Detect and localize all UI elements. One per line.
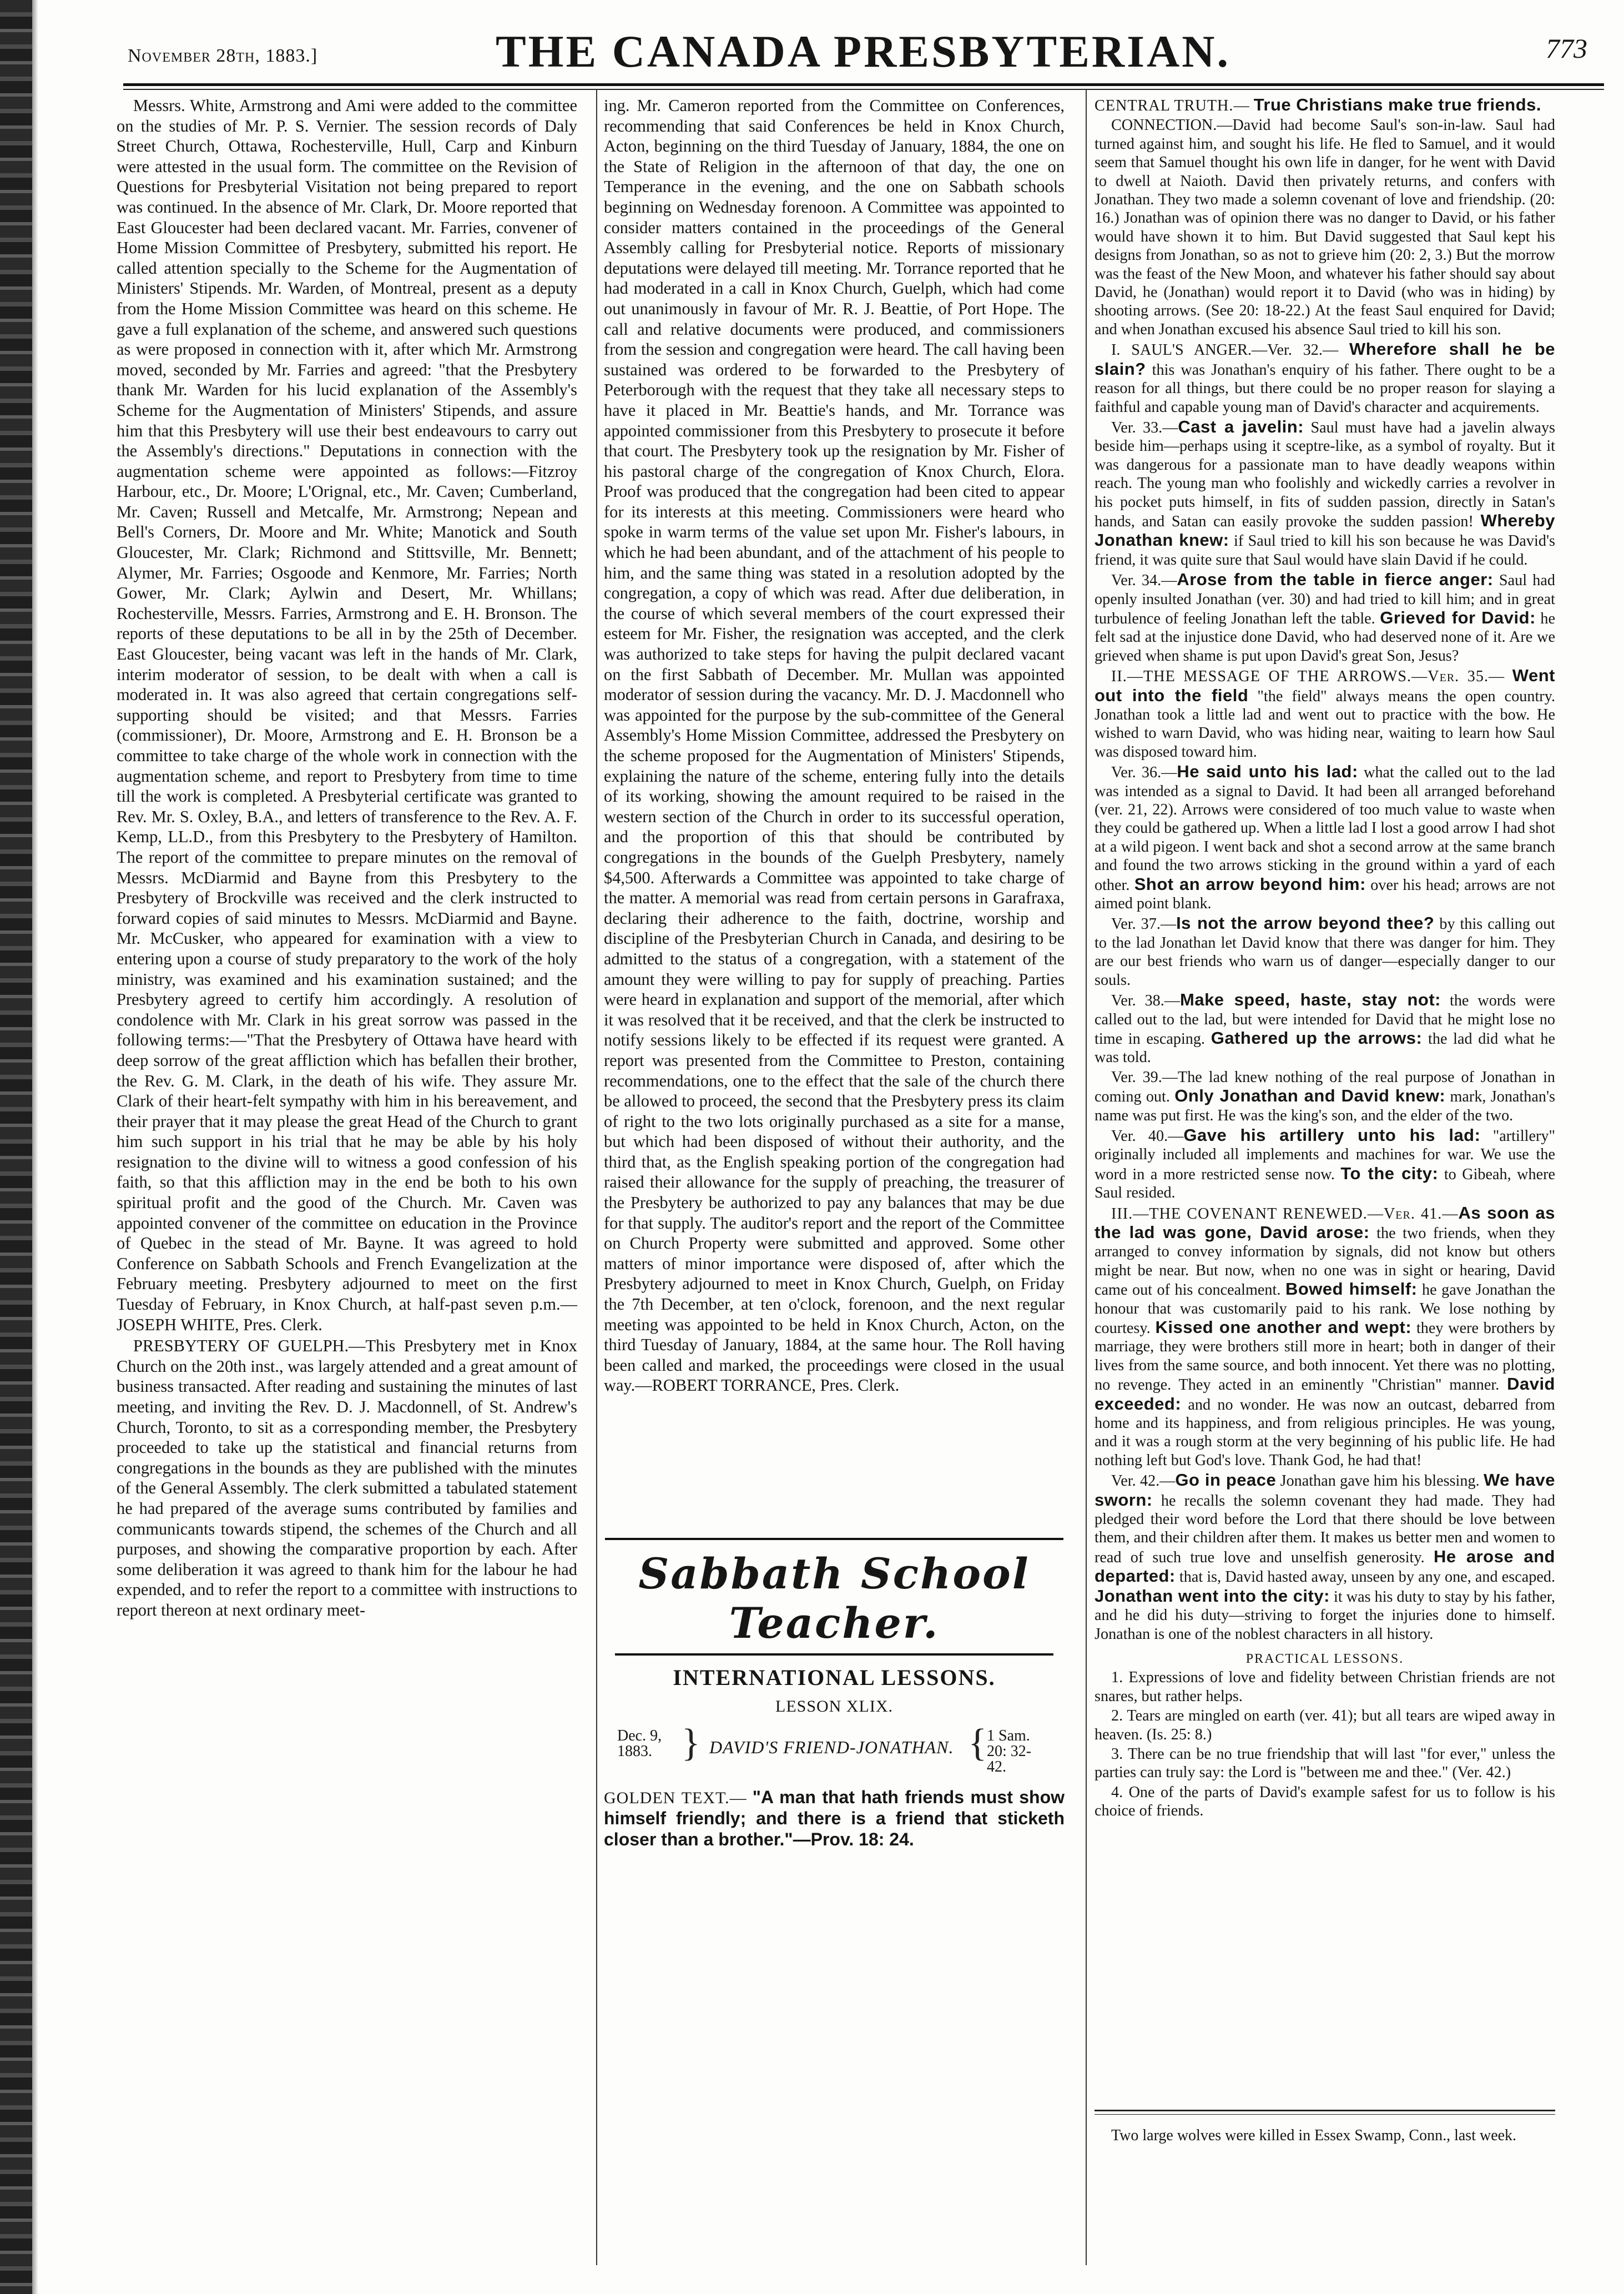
central-truth-label: CENTRAL TRUTH.— [1095,97,1250,114]
verse-comment: this was Jonathan's enquiry of his father. There ought to be a reason for all things, but there could be no proper reason for slaying a faithful and capable young man of David's character and acquirements. [1095,361,1555,416]
brace-glyph: { [968,1722,987,1764]
practical-lesson: 3. There can be no true friendship that will last "for ever," unless the parties can truly say: the Lord is "between me and thee." (Ver. 42.) [1095,1745,1555,1782]
lesson-date: Dec. 9, 1883. [617,1727,662,1760]
verse-label: Ver. 36.— [1111,764,1177,782]
verse-heading: Went out into the field [1095,666,1555,705]
verse-heading: Wherefore shall he be slain? [1095,339,1556,379]
verse-heading: Grieved for David: [1380,607,1536,627]
verse-heading: We have sworn: [1095,1470,1556,1510]
verse-comment: by this calling out to the lad Jonathan let David know that there was danger for him. They are our best friends who warn us of danger—especially danger to our souls. [1095,915,1556,989]
page-number: 773 [1546,33,1587,64]
practical-lesson: 4. One of the parts of David's example safest for us to follow is his choice of friends. [1095,1783,1555,1820]
practical-lesson: 1. Expressions of love and fidelity between Christian friends are not snares, but rather helps. [1095,1669,1555,1705]
heading-rule [615,1653,1053,1656]
header-rule [123,83,1604,86]
verse-comment: over his head; arrows are not aimed point blank. [1095,876,1555,913]
section-label: II.—THE MESSAGE OF THE ARROWS.—Ver. 35.— [1111,668,1505,686]
verse-comment: he felt sad at the injustice done David, who had deserved none of it. Are we grieved when shame is put upon David's great Son, Jesus? [1095,610,1556,665]
verse-comment: "the field" always means the open country. Jonathan took a little lad and went out to practice with the bow. He wished to warn David, who was hiding near, waiting to learn how Saul was disposed toward him. [1095,687,1555,761]
verse-heading: As soon as the lad was gone, David arose: [1095,1203,1555,1242]
verse-heading: He arose and departed: [1095,1546,1555,1586]
issue-date: November 28th, 1883.] [128,46,318,66]
connection-paragraph: CONNECTION.—David had become Saul's son-in-law. Saul had turned against him, and sought his life. He fled to Samuel, and it would seem that Samuel thought his own life in danger, for he went with David to dwell at Naioth. David then privately returns, and confers with Jonathan. They two made a solemn covenant of love and friendship. (20: 16.) Jonathan was of opinion there was no danger to David, or his father would have shown it to him. But David suggested that Saul kept his designs from Jonathan, so as not to grieve him (20: 2, 3.) But the morrow was the feast of the New Moon, and whatever his father should say about David, he (Jonathan) would report it to David (who was in hiding) by shooting arrows. (See 20: 18-22.) At the feast Saul enquired for David; and when Jonathan excused his absence Saul tried to kill his son. [1095,117,1555,338]
lesson-info [604,1722,1065,1777]
verse-heading: Shot an arrow beyond him: [1134,874,1366,894]
verse-comment: that is, David hasted away, unseen by any one, and escaped. [1179,1568,1555,1586]
verse-heading: Jonathan went into the city: [1095,1586,1330,1606]
verse-label: Ver. 40.— [1111,1127,1184,1145]
section-label: I. SAUL'S ANGER.—Ver. 32.— [1111,341,1339,359]
verse-heading: Go in peace [1175,1470,1277,1490]
page-binding-edge [0,0,32,2294]
lessons-heading: INTERNATIONAL LESSONS. [673,1665,996,1690]
section-rule [605,1538,1063,1540]
verse-label: Ver. 33.— [1111,419,1178,436]
column-3 [1095,95,1555,1928]
verse-comment: if Saul tried to kill his son because he was David's friend, it was quite sure that Saul would have slain David if he could. [1095,532,1555,569]
lesson-number: LESSON XLIX. [775,1697,893,1716]
page-header [128,20,1598,81]
verse-comment: "artillery" originally included all implements and machines for war. We use the word in a more restricted sense now. [1095,1127,1556,1183]
verse-comment: what the called out to the lad was intended as a signal to David. It had been all arranged beforehand (ver. 21, 22). Arrows were considered of too much value to waste when they could be gathered up. When a little lad I lost a good arrow I had shot at a wild pigeon. I went back and shot a second arrow at the same branch and found the two arrows sticking in the ground within a yard of each other. [1095,764,1555,894]
publication-title: THE CANADA PRESBYTERIAN. [496,26,1230,77]
golden-text [604,1787,1065,1850]
verse-comment: he gave Jonathan the honour that was customarily paid to his rank. We lose nothing by courtesy. [1095,1281,1556,1337]
verse-comment: The lad knew nothing of the real purpose of Jonathan in coming out. [1095,1068,1555,1106]
verse-comment: Jonathan gave him his blessing. [1280,1472,1480,1490]
verse-heading: Bowed himself: [1285,1279,1418,1299]
practical-lesson: 2. Tears are mingled on earth (ver. 41); but all tears are wiped away in heaven. (Is. 25: 8.) [1095,1707,1555,1743]
verse-label: Ver. 39.— [1111,1068,1178,1086]
lesson-topic: DAVID'S FRIEND-JONATHAN. [709,1737,954,1757]
brace-glyph: } [682,1722,700,1764]
verse-heading: Whereby Jonathan knew: [1095,510,1556,550]
central-truth-text: True Christians make true friends. [1253,95,1542,114]
verse-comment: it was his duty to stay by his father, and he did his duty—striving to forget the injuries done to himself. Jonathan is one of the noblest characters in all history. [1095,1588,1555,1643]
verse-heading: To the city: [1340,1163,1439,1183]
verse-heading: Only Jonathan and David knew: [1174,1086,1446,1106]
verse-heading: Gathered up the arrows: [1211,1028,1423,1048]
column-1 [117,95,577,2261]
verse-comment: he recalls the solemn covenant they had made. They had pledged their word before the Lord that there should be love between them, and their children after them. It makes us better men and women to read of such true love and unselfish generosity. [1095,1492,1555,1566]
verse-heading: Gave his artillery unto his lad: [1183,1125,1481,1145]
verse-heading: Is not the arrow beyond thee? [1176,913,1435,933]
section-rule [1095,2110,1555,2111]
verse-heading: He said unto his lad: [1177,762,1358,782]
news-item: Two large wolves were killed in Essex Swamp, Conn., last week. [1111,2127,1517,2144]
verse-heading: Arose from the table in fierce anger: [1177,570,1494,590]
page-binding-shadow [32,0,38,2294]
guelph-presbytery-report: PRESBYTERY OF GUELPH.—This Presbytery met in Knox Church on the 20th inst., was largely attended and a great amount of business transacted. After reading and sustaining the minutes of last meeting, and inviting the Rev. D. J. Macdonnell, of St. Andrew's Church, Toronto, to sit as a corresponding member, the Presbytery proceeded to take up the statistical and financial returns from congregations in the bounds as they are published with the minutes of the General Assembly. The clerk submitted a tabulated statement he had prepared of the average sums contributed by families and communicants towards stipend, the schemes of the Church and all purposes, and showing the comparative proportion by each. After some deliberation it was agreed to thank him for the labour he had expended, and to refer the report to a committee with instructions to report thereon at next ordinary meet- [117,1336,577,1619]
verse-comment: Saul had openly insulted Jonathan (ver. 30) and had tried to kill him; and in great turbulence of feeling Jonathan left the table. [1095,572,1556,627]
column-2 [604,95,1065,1550]
verse-comment: Saul must have had a javelin always beside him—perhaps using it sceptre-like, as a symbol of royalty. But it was dangerous for a passionate man to have deadly weapons within reach. The young man who foolishly and wickedly carries a revolver in his pocket puts himself, in fits of sudden passion, directly in Satan's hands, and Satan can easily provoke the sudden passion! [1095,419,1556,530]
sabbath-school-heading: Sabbath School Teacher. [638,1549,1030,1648]
verse-heading: Cast a javelin: [1178,416,1304,436]
verse-label: Ver. 37.— [1111,915,1177,933]
golden-text-label: GOLDEN TEXT.— [604,1789,747,1807]
verse-heading: David exceeded: [1095,1374,1555,1413]
practical-lessons-heading: PRACTICAL LESSONS. [1245,1651,1404,1666]
verse-comment: mark, Jonathan's name was put first. He was the king's son, and the elder of the two. [1095,1088,1555,1124]
section-label: III.—THE COVENANT RENEWED.—Ver. 41.— [1111,1205,1459,1223]
verse-label: Ver. 38.— [1111,992,1180,1010]
verse-label: Ver. 42.— [1111,1472,1176,1490]
verse-comment: and no wonder. He was now an outcast, debarred from home and its happiness, and from religious principles. He was young, and it was a rough storm at the very beginning of his public life. He had nothing left but God's love. Thank God, he had that! [1095,1396,1555,1469]
section-rule-thin [1095,2114,1555,2115]
sabbath-school-section [604,1549,1065,1850]
verse-comment: the two friends, when they arranged to convey information by signals, did not know but others might be near. But now, when no one was in sight or hearing, David came out of his concealment. [1095,1224,1556,1299]
column-divider [596,89,597,2265]
guelph-presbytery-continued: ing. Mr. Cameron reported from the Committee on Conferences, recommending that said Conferences be held in Knox Church, Acton, beginning on the third Tuesday of January, 1884, the one on the State of Religion in the afternoon of that day, the one on Temperance in the evening, and the one on Sabbath schools beginning on Wednesday forenoon. A Committee was appointed to consider matters contained in the proceedings of the General Assembly calling for Presbyterial notice. Reports of missionary deputations were delayed till meeting. Mr. Torrance reported that he had moderated in a call in Knox Church, Guelph, which had come out unanimously in favour of Mr. R. J. Beattie, of Port Hope. The call and relative documents were produced, and commissioners from the session and congregation were heard. The call having been sustained was ordered to be forwarded to the Presbytery of Peterborough with the request that they take all necessary steps to have it placed in Mr. Beattie's hands, and Mr. Torrance was appointed commissioner from this Presbytery to prosecute it before that court. The Presbytery took up the resignation by Mr. Fisher of his pastoral charge of the congregation of Knox Church, Elora. Proof was produced that the congregation had been cited to appear for its interests at this meeting. Commissioners were heard who spoke in warm terms of the value set upon Mr. Fisher's labours, in which he had been abundant, and of the attachment of his people to him, and the same thing was stated in a resolution adopted by the congregation, a copy of which was read. After due deliberation, in the course of which several members of the court expressed their esteem for Mr. Fisher, the resignation was accepted, and the clerk was authorized to take steps for having the pulpit declared vacant on the first Sabbath of December. Mr. Mullan was appointed moderator of session during the vacancy. Mr. D. J. Macdonnell who was appointed for the purpose by the sub-committee of the General Assembly's Home Mission Committee, addressed the Presbytery on the scheme proposed for the Augmentation of Ministers' Stipends, explaining the nature of the scheme, entering fully into the details of its working, showing the amount required to be raised in the western section of the Church in order to its successful operation, and the proportion of this that should be contributed by congregations in the bounds of the Guelph Presbytery, namely $4,500. Afterwards a Committee was appointed to take charge of the matter. A memorial was read from certain persons in Garafraxa, declaring their adherence to the faith, doctrine, worship and discipline of the Presbyterian Church in Canada, and desiring to be admitted to the status of a congregation, with a statement of the amount they were willing to pay for supply of preaching. Parties were heard in explanation and support of the memorial, after which it was resolved that it be received, and that the clerk be instructed to notify sessions likely to be effected if its request were granted. A report was presented from the Committee to Preston, containing recommendations, one to the effect that the sale of the church there be allowed to proceed, the second that the Presbytery press its claim of right to the two lots originally purchased as a site for a manse, but which had been disposed of without their authority, and the third that, as the English speaking portion of the congregation had raised their allowance for the supply of preaching, the treasurer of the Presbytery be authorized to pay any balances that may be due for that supply. The auditor's report and the report of the Committee on Church Property were submitted and approved. Some other matters of minor importance were disposed of, after which the Presbytery adjourned to meet in Knox Church, Guelph, on Friday the 7th December, at ten o'clock, forenoon, and the next regular meeting was appointed to be held in Knox Church, Acton, on the third Tuesday of January, 1884, at the same hour. The Roll having been called and marked, the proceedings were closed in the usual way.—ROBERT TORRANCE, Pres. Clerk. [604,96,1065,1395]
lesson-reference: 1 Sam. 20: 32-42. [987,1727,1032,1775]
verse-comment: to Gibeah, where Saul resided. [1095,1165,1556,1202]
ottawa-presbytery-report: Messrs. White, Armstrong and Ami were added to the committee on the studies of Mr. P. S. Vernier. The session records of Daly Street Church, Ottawa, Rochesterville, Hull, Carp and Kinburn were attested in the usual form. The committee on the Revision of Questions for Presbyterial Visitation not being prepared to report was continued. In the absence of Mr. Clark, Dr. Moore reported that East Gloucester had been declared vacant. Mr. Farries, convener of Home Mission Committee of Presbytery, submitted his report. He called attention specially to the Scheme for the Augmentation of Ministers' Stipends. Mr. Warden, of Montreal, present as a deputy from the Home Mission Committee was heard on this scheme. He gave a full explanation of the scheme, and answered such questions as were proposed in connection with it, after which Mr. Armstrong moved, seconded by Mr. Farries and agreed: "that the Presbytery thank Mr. Warden for his lucid explanation of the Assembly's Scheme for the Augmentation of Ministers' Stipends, and assure him that this Presbytery will use their best endeavours to carry out the Assembly's directions." Deputations in connection with the augmentation scheme were appointed as follows:—Fitzroy Harbour, etc., Dr. Moore; L'Orignal, etc., Mr. Caven; Cumberland, Mr. Caven; Russell and Metcalfe, Mr. Armstrong; Nepean and Bell's Corners, Dr. Moore and Mr. White; Manotick and South Gloucester, Mr. Clark; Richmond and Stittsville, Mr. Bennett; Alymer, Mr. Farries; Osgoode and Kenmore, Mr. Farries; North Gower, Mr. Clark; Aylwin and Desert, Mr. Whillans; Rochesterville, Messrs. Farries, Armstrong and E. H. Bronson. The reports of these deputations to be all in by the 25th of December. East Gloucester, being vacant was left in the hands of Mr. Clark, interim moderator of session, to be dealt with when a call is moderated in. It was also agreed that certain congregations self-supporting should be visited; and that Messrs. Farries (commissioner), Dr. Moore, Armstrong and E. H. Bronson be a committee to take charge of the whole work in connection with the augmentation scheme, and report to Presbytery from time to time till the work is completed. A Presbyterial certificate was granted to Rev. Mr. S. Oxley, B.A., and letters of transference to the Rev. A. F. Kemp, LL.D., from this Presbytery to the Presbytery of Hamilton. The report of the committee to prepare minutes on the removal of Messrs. McDiarmid and Bayne from this Presbytery to the Presbytery of Brockville was received and the clerk instructed to forward copies of said minutes to Messrs. McDiarmid and Bayne. Mr. McCusker, who appeared for examination with a view to entering upon a course of study preparatory to the work of the holy ministry, was examined and his examination sustained; and the Presbytery agreed to certify him accordingly. A resolution of condolence with Mr. Clark in his great sorrow was passed in the following terms:—"That the Presbytery of Ottawa have heard with deep sorrow of the great affliction which has befallen their brother, the Rev. G. M. Clark, in the death of his wife. They assure Mr. Clark of their heart-felt sympathy with him in his bereavement, and their prayer that it may please the great Head of the Church to grant him such support in his trial that he may be able by his holy resignation to the divine will to witness a good confession of his faith, so that this affliction may in the end be both to his own spiritual profit and the good of the Church. Mr. Caven was appointed convener of the committee on education in the Province of Quebec in the stead of Mr. Bayne. It was agreed to hold Conference on Sabbath Schools and French Evangelization at the February meeting. Presbytery adjourned to meet on the first Tuesday of February, in Knox Church, at half-past seven p.m.—JOSEPH WHITE, Pres. Clerk. [117,96,577,1334]
header-rule-thin [123,89,1604,90]
verse-label: Ver. 34.— [1111,572,1177,590]
verse-comment: the words were called out to the lad, but were intended for David that he might lose no time in escaping. [1095,992,1555,1048]
verse-comment: the lad did what he was told. [1095,1030,1555,1066]
golden-text-body: "A man that hath friends must show himself friendly; and there is a friend that sticketh closer than a brother."—Prov. 18: 24. [604,1787,1065,1849]
verse-comment: they were brothers by marriage, they were brothers still more in heart; both in danger of their lives from the same source, and both innocent. Yet there was no plotting, no revenge. They acted in an eminently "Christian" manner. [1095,1320,1556,1394]
verse-heading: Kissed one another and wept: [1155,1317,1412,1337]
verse-heading: Make speed, haste, stay not: [1180,990,1441,1010]
column-divider [1086,89,1087,2265]
